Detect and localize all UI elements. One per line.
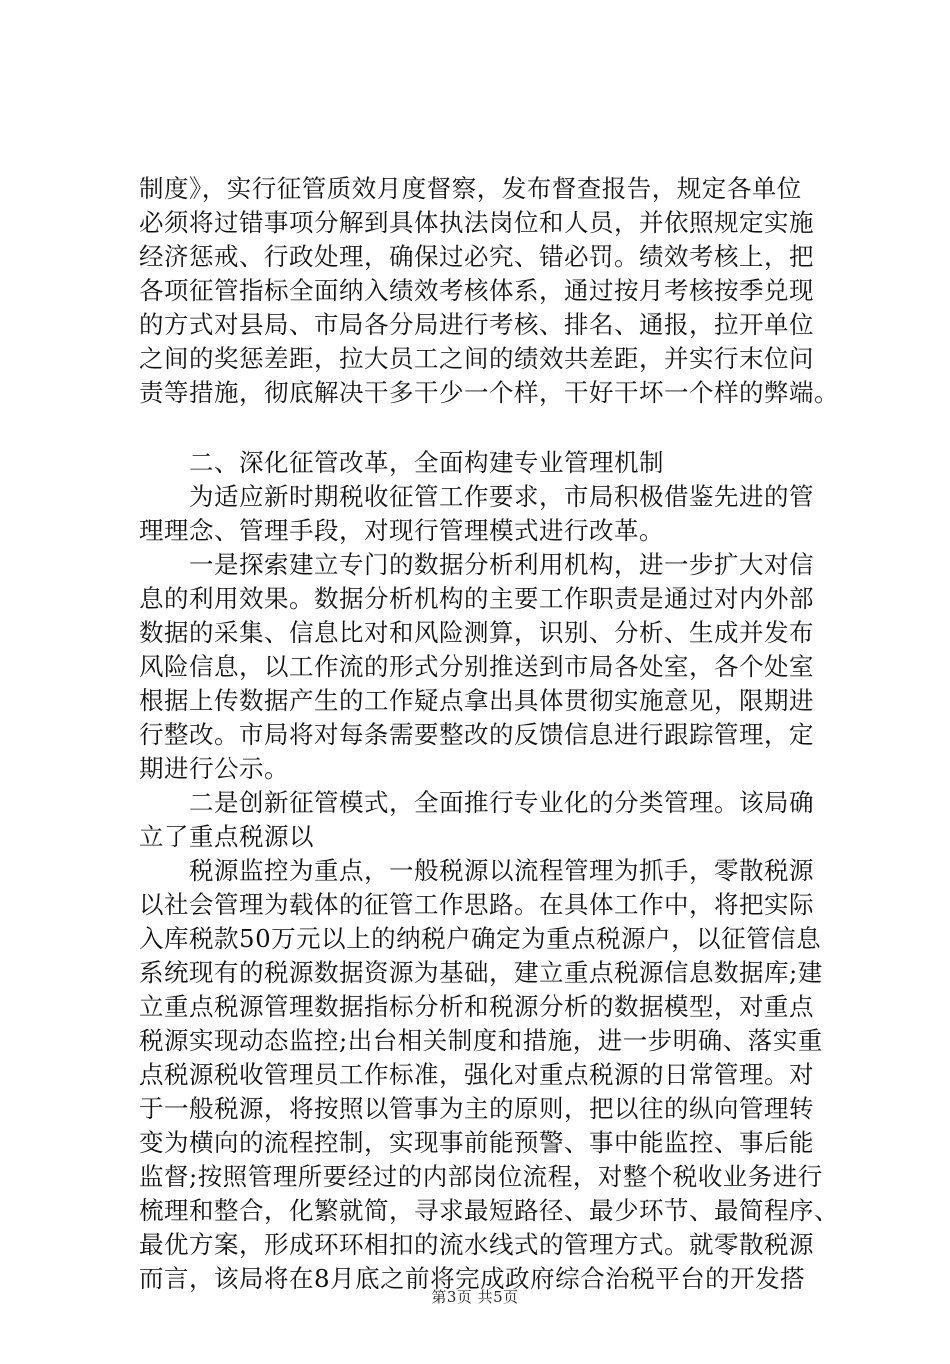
- text-line: 立重点税源管理数据指标分析和税源分析的数据模型，对重点: [139, 992, 814, 1021]
- text-line: 责等措施，彻底解决干多干少一个样，干好干坏一个样的弊端。: [139, 378, 839, 407]
- text-line: 息的利用效果。数据分析机构的主要工作职责是通过对内外部: [139, 584, 814, 613]
- text-line: 理理念、管理手段，对现行管理模式进行改革。: [139, 516, 664, 545]
- text-line: 数据的采集、信息比对和风险测算，识别、分析、生成并发布: [139, 618, 814, 647]
- paragraph-block-1: [139, 172, 853, 410]
- text-line: 根据上传数据产生的工作疑点拿出具体贯彻实施意见，限期进: [139, 686, 814, 715]
- text-line: 而言，该局将在8月底之前将完成政府综合治税平台的开发搭: [139, 1264, 806, 1293]
- text-line: 为适应新时期税收征管工作要求，市局积极借鉴先进的管: [139, 482, 814, 511]
- text-line: 变为横向的流程控制，实现事前能预警、事中能监控、事后能: [139, 1128, 814, 1157]
- page-footer: [0, 1286, 950, 1307]
- text-line: 风险信息，以工作流的形式分别推送到市局各处室，各个处室: [139, 652, 814, 681]
- text-line: 以社会管理为载体的征管工作思路。在具体工作中，将把实际: [139, 890, 814, 919]
- document-body: [139, 172, 853, 1364]
- text-line: 必须将过错事项分解到具体执法岗位和人员，并依照规定实施: [139, 208, 814, 237]
- text-line: 行整改。市局将对每条需要整改的反馈信息进行跟踪管理，定: [139, 720, 814, 749]
- text-line: 的方式对县局、市局各分局进行考核、排名、通报，拉开单位: [139, 310, 814, 339]
- text-line: 入库税款50万元以上的纳税户确定为重点税源户，以征管信息: [139, 924, 822, 953]
- text-line: 二是创新征管模式，全面推行专业化的分类管理。该局确: [139, 788, 814, 817]
- text-line: 税源实现动态监控;出台相关制度和措施，进一步明确、落实重: [139, 1026, 823, 1055]
- text-line: 之间的奖惩差距，拉大员工之间的绩效共差距，并实行末位问: [139, 344, 814, 373]
- text-line: [139, 1330, 853, 1364]
- text-line: 制度》，实行征管质效月度督察，发布督查报告，规定各单位: [139, 174, 802, 203]
- text-line: 梳理和整合，化繁就简，寻求最短路径、最少环节、最简程序、: [139, 1196, 839, 1225]
- paragraph-block-2: [139, 446, 853, 1364]
- section-heading: 二、深化征管改革，全面构建专业管理机制: [139, 448, 664, 477]
- text-line: 各项征管指标全面纳入绩效考核体系，通过按月考核按季兑现: [139, 276, 814, 305]
- page-number: 第3页 共5页: [431, 1288, 519, 1306]
- paragraph-spacer: [139, 410, 853, 446]
- text-line: 监督;按照管理所要经过的内部岗位流程，对整个税收业务进行: [139, 1162, 823, 1191]
- text-line: 期进行公示。: [139, 754, 289, 783]
- text-line: 点税源税收管理员工作标准，强化对重点税源的日常管理。对: [139, 1060, 814, 1089]
- text-line: 立了重点税源以: [139, 822, 314, 851]
- text-line: 于一般税源，将按照以管事为主的原则，把以往的纵向管理转: [139, 1094, 814, 1123]
- text-line: 税源监控为重点，一般税源以流程管理为抓手，零散税源: [139, 856, 814, 885]
- text-line: 经济惩戒、行政处理，确保过必究、错必罚。绩效考核上，把: [139, 242, 814, 271]
- text-line: 系统现有的税源数据资源为基础，建立重点税源信息数据库;建: [139, 958, 823, 987]
- text-line: 一是探索建立专门的数据分析利用机构，进一步扩大对信: [139, 550, 814, 579]
- text-line: 最优方案，形成环环相扣的流水线式的管理方式。就零散税源: [139, 1230, 814, 1259]
